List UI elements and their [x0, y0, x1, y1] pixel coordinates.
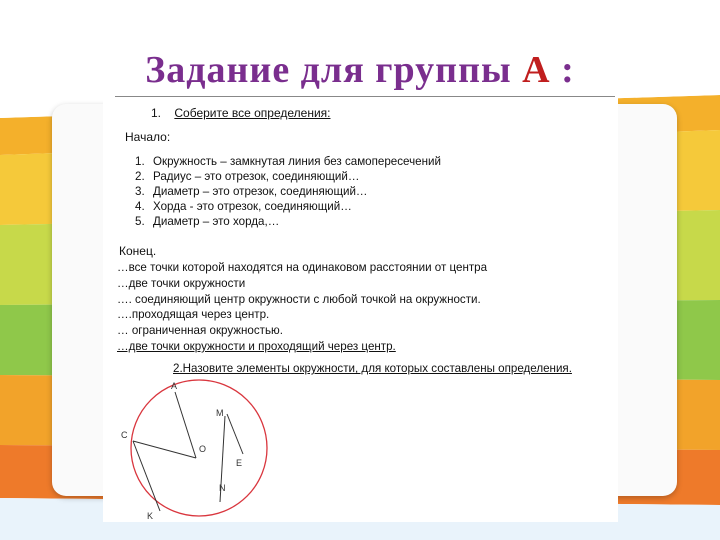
- end-label: Конец.: [119, 244, 157, 258]
- end-fragment: …. соединяющий центр окружности с любой точкой на окружности.: [117, 292, 481, 306]
- task2-heading: 2.Назовите элементы окружности, для которых составлены определения.: [173, 362, 572, 375]
- point-label: N: [219, 483, 226, 493]
- point-label: C: [121, 430, 128, 440]
- item-text: Диаметр – это отрезок, соединяющий…: [153, 185, 368, 198]
- list-item: [135, 169, 441, 184]
- end-fragment: …две точки окружности и проходящий через центр.: [117, 339, 396, 353]
- segment-m-e: [227, 414, 243, 454]
- end-fragment: …две точки окружности: [117, 276, 246, 290]
- scanned-document: [103, 94, 618, 522]
- list-item: [135, 199, 441, 214]
- title-letter: А: [522, 49, 551, 91]
- point-label: M: [216, 408, 224, 418]
- start-definitions-list: [135, 154, 441, 229]
- end-fragment: ….проходящая через центр.: [117, 308, 270, 322]
- item-text: Хорда - это отрезок, соединяющий…: [153, 200, 352, 213]
- document-top-rule: [115, 96, 615, 97]
- title-prefix: Задание для группы: [145, 49, 512, 91]
- task1-heading: [151, 106, 330, 120]
- end-fragment: … ограниченная окружностью.: [117, 324, 283, 338]
- item-number: 3.: [135, 185, 145, 198]
- circle-figure: [103, 378, 303, 522]
- title-suffix: :: [561, 49, 575, 91]
- item-number: 2.: [135, 170, 145, 183]
- item-number: 1.: [135, 155, 145, 168]
- item-number: 5.: [135, 215, 145, 228]
- start-label: Начало:: [125, 130, 171, 144]
- task1-number: 1.: [151, 106, 162, 120]
- segment-c-o: [133, 441, 196, 458]
- segment-a-o: [175, 392, 196, 458]
- point-label: K: [147, 511, 154, 521]
- task1-text: Соберите все определения:: [174, 106, 331, 120]
- point-label: E: [236, 458, 243, 468]
- list-item: [135, 184, 441, 199]
- list-item: [135, 154, 441, 169]
- item-number: 4.: [135, 200, 145, 213]
- point-label: O: [199, 444, 207, 454]
- end-fragments-list: [117, 260, 487, 355]
- item-text: Окружность – замкнутая линия без самопересечений: [153, 155, 441, 168]
- list-item: [135, 214, 441, 229]
- slide-title: [0, 48, 720, 92]
- item-text: Радиус – это отрезок, соединяющий…: [153, 170, 360, 183]
- point-label: A: [171, 381, 178, 391]
- item-text: Диаметр – это хорда,…: [153, 215, 280, 228]
- end-fragment: …все точки которой находятся на одинаковом расстоянии от центра: [117, 261, 488, 274]
